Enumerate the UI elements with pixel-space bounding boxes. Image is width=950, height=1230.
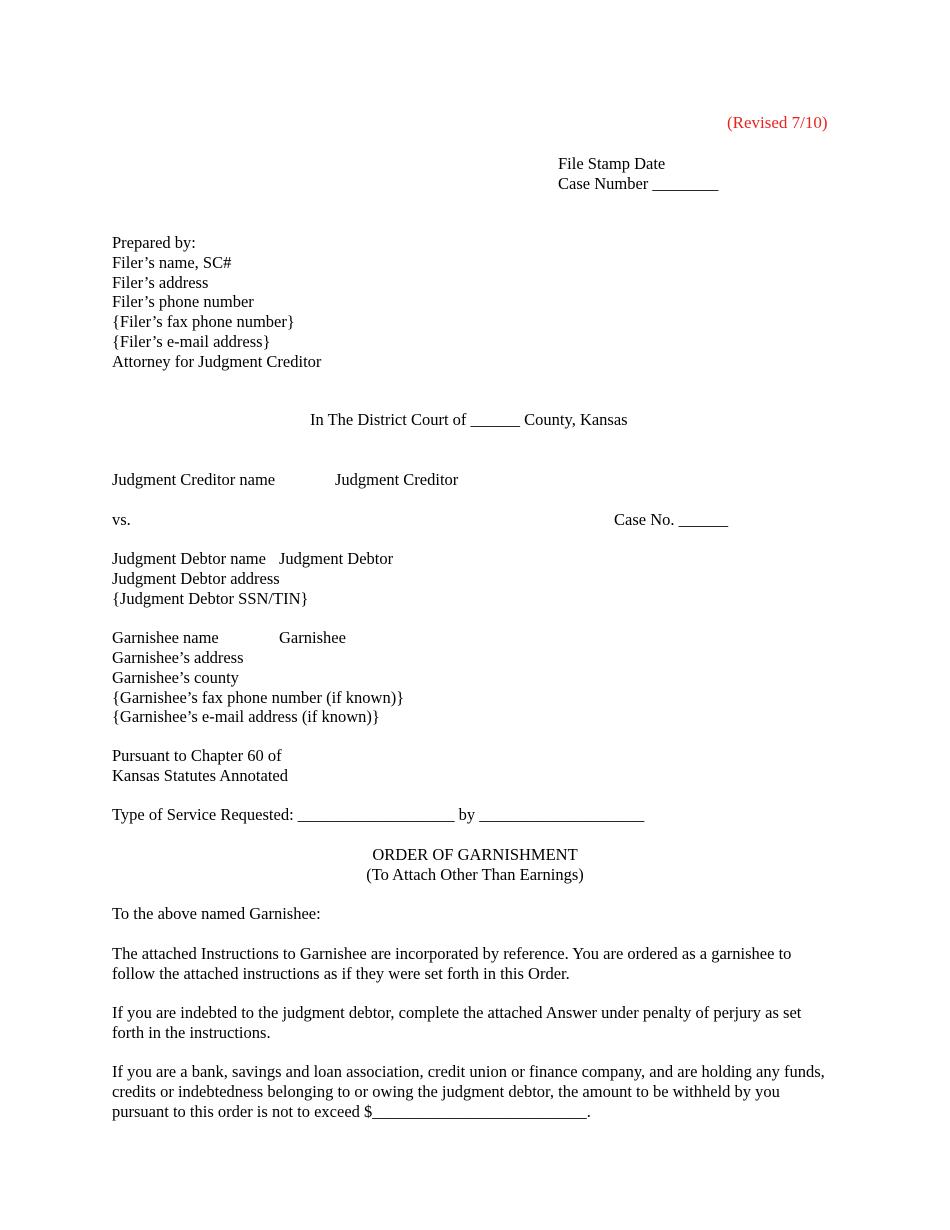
creditor-name: Judgment Creditor name [112,470,276,489]
garnishee-email: {Garnishee’s e-mail address (if known)} [112,707,380,727]
statute-line-2: Kansas Statutes Annotated [112,765,288,785]
garnishee-details [112,648,404,727]
attorney-role: Attorney for Judgment Creditor [112,351,322,371]
filer-phone: Filer’s phone number [112,292,254,312]
case-no: Case No. ______ [614,510,729,529]
garnishee-county: Garnishee’s county [112,667,239,687]
filer-name: Filer’s name, SC# [112,252,232,272]
garnishee-role: Garnishee [279,628,346,647]
debtor-address: Judgment Debtor address [112,569,280,588]
revision-note: (Revised 7/10) [727,113,828,132]
paragraph-withholding: If you are a bank, savings and loan association, credit union or finance company, and are holding any funds, credits or indebtedness belonging to or owing the judgment debtor, the amount to be withheld by you pursuant to this order is not to exceed $__________________________. [112,1062,825,1121]
debtor-ssn: {Judgment Debtor SSN/TIN} [112,589,309,608]
service-requested: Type of Service Requested: ___________________ by ____________________ [112,805,645,824]
order-title: ORDER OF GARNISHMENT [372,845,578,864]
filer-address: Filer’s address [112,272,209,292]
debtor-role: Judgment Debtor [279,549,394,568]
order-subtitle: (To Attach Other Than Earnings) [366,865,584,884]
statute-block [112,746,288,786]
filer-fax: {Filer’s fax phone number} [112,312,295,332]
versus: vs. [112,510,131,529]
creditor-role: Judgment Creditor [335,470,459,489]
garnishee-address: Garnishee’s address [112,648,244,667]
garnishee-fax: {Garnishee’s fax phone number (if known)} [112,687,405,707]
case-number-header: Case Number ________ [558,174,719,193]
paragraph-instructions: The attached Instructions to Garnishee are incorporated by reference. You are ordered as a garnishee to follow the attached instructions as if they were set forth in this Order. [112,944,792,983]
prepared-by-block [112,233,321,372]
garnishee-name: Garnishee name [112,628,219,647]
paragraph-answer: If you are indebted to the judgment debtor, complete the attached Answer under penalty of perjury as set forth in the instructions. [112,1003,802,1042]
court-heading: In The District Court of ______ County, Kansas [310,410,628,429]
filer-email: {Filer’s e-mail address} [112,331,271,351]
prepared-by-label: Prepared by: [112,233,196,252]
statute-line-1: Pursuant to Chapter 60 of [112,746,282,765]
salutation: To the above named Garnishee: [112,904,321,923]
file-stamp-date: File Stamp Date [558,154,666,173]
debtor-name: Judgment Debtor name [112,549,266,568]
